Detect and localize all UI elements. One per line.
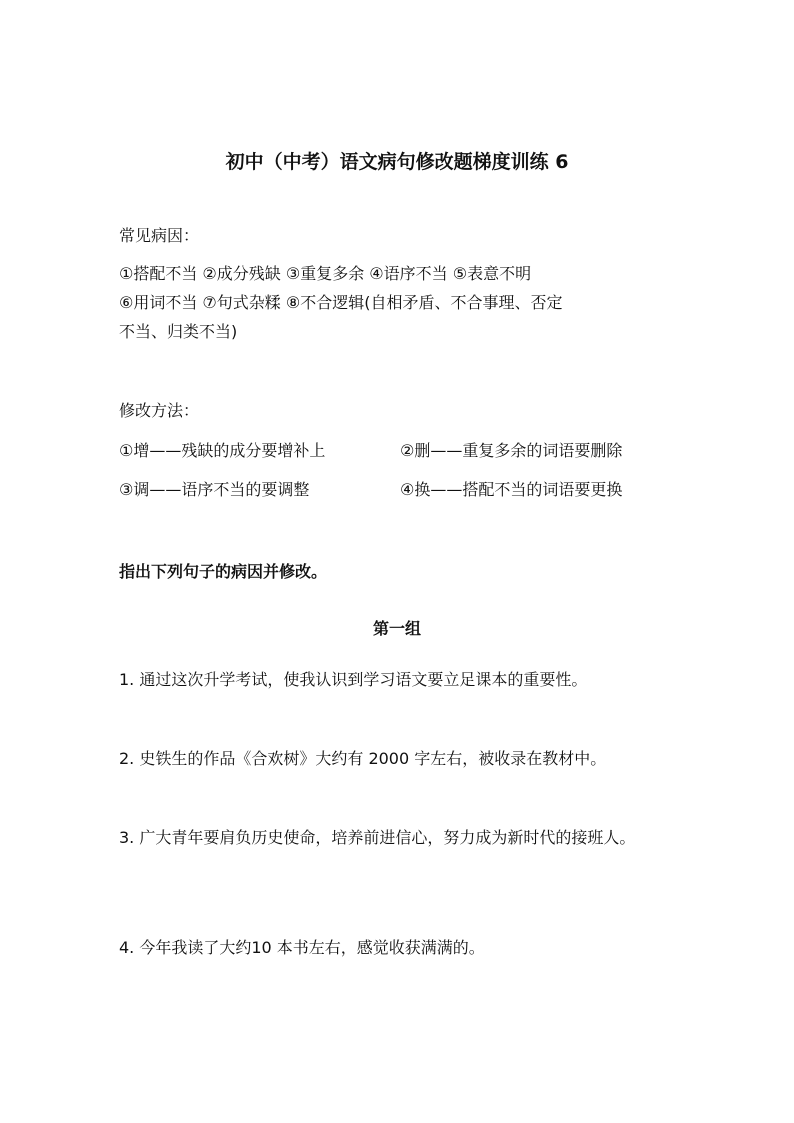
question-1: 1. 通过这次升学考试，使我认识到学习语文要立足课本的重要性。 [119, 670, 588, 689]
causes-heading: 常见病因： [119, 226, 200, 245]
question-3: 3. 广大青年要肩负历史使命，培养前进信心，努力成为新时代的接班人。 [119, 828, 636, 847]
methods-heading: 修改方法： [119, 401, 200, 420]
causes-line-2: ⑥用词不当 ⑦句式杂糅 ⑧不合逻辑(自相矛盾、不合事理、否定 [119, 293, 563, 312]
group-title: 第一组 [372, 619, 421, 638]
method-item-add: ①增——残缺的成分要增补上 [119, 441, 326, 460]
question-2: 2. 史铁生的作品《合欢树》大约有 2000 字左右，被收录在教材中。 [119, 749, 607, 768]
method-item-replace: ④换——搭配不当的词语要更换 [400, 480, 623, 499]
method-item-reorder: ③调——语序不当的要调整 [119, 480, 310, 499]
causes-line-1: ①搭配不当 ②成分残缺 ③重复多余 ④语序不当 ⑤表意不明 [119, 264, 532, 283]
document-title: 初中（中考）语文病句修改题梯度训练 6 [225, 151, 569, 173]
method-item-delete: ②删——重复多余的词语要删除 [400, 441, 623, 460]
question-4: 4. 今年我读了大约10 本书左右，感觉收获满满的。 [119, 938, 485, 957]
causes-line-3: 不当、归类不当) [119, 322, 238, 341]
instruction: 指出下列句子的病因并修改。 [119, 562, 328, 581]
